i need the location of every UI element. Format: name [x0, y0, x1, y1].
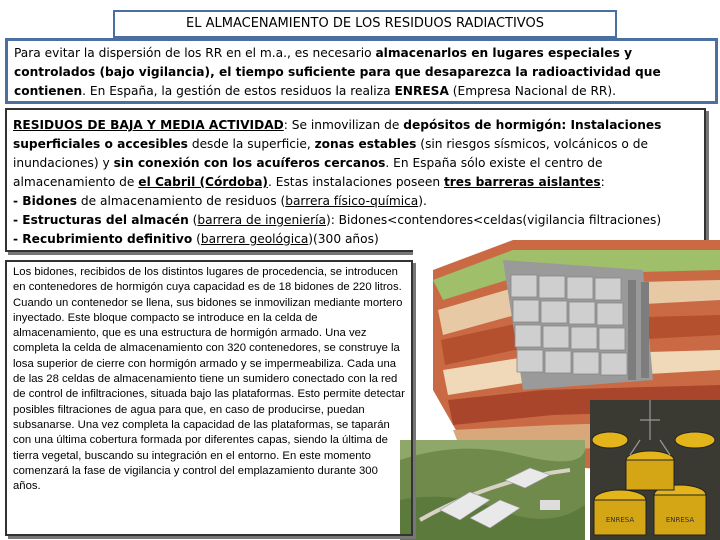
activity-text: (	[188, 213, 198, 227]
bidones-paragraph: Los bidones, recibidos de los distintos lugares de procedencia, se introducen en contenedores de hormigón cuya capacidad es de 18 bidones de 220 litros. Cuando un contenedor se llena, sus bidones se inmovilizan mediante mortero inyectado. Este bloque compacto se introduce en la celda de almacenamiento, que es una estructura de hormigón armado. Una vez completa la celda de almacenamiento con 320 contenedores, se construye la losa superior de cierre con hormigón armado y se impermeabiliza. Cada una de las 28 celdas de almacenamiento tiene un sumidero conectado con la red de control de infiltraciones, situada bajo las plataformas. Esto permite detectar posibles filtraciones de agua para que, en caso de producirse, puedan subsanarse. Una vez completa la capacidad de las plataformas, se taparán con una última cobertura formada por diferentes capas, siendo la última de tierra vegetal, buscando su integración en el entorno. En este momento comenzará la fase de vigilancia y control del emplazamiento durante 300 años.	[13, 266, 405, 493]
activity-text: de almacenamiento de residuos (	[77, 194, 286, 208]
activity-heading: RESIDUOS DE BAJA Y MEDIA ACTIVIDAD	[13, 118, 284, 132]
barrier-2-label: - Estructuras del almacén	[13, 213, 189, 227]
activity-bold: depósitos de hormigón: Instalaciones superficiales o accesibles	[13, 118, 662, 151]
intro-bold-1: almacenarlos en lugares especiales y controlados (bajo vigilancia), el tiempo suficiente para que desaparezca la radioactividad que contienen	[14, 46, 661, 98]
activity-text: )(300 años)	[308, 232, 379, 246]
activity-text: . En España sólo existe el centro de almacenamiento de	[13, 156, 603, 189]
facility-building	[540, 500, 560, 510]
barrier-1-type: barrera físico-química	[285, 194, 419, 208]
bidones-description	[5, 260, 413, 536]
drum-label: ENRESA	[665, 516, 695, 524]
activity-text: ): Bidones<contendores<celdas(vigilancia filtraciones)	[325, 213, 662, 227]
activity-text: : Se inmovilizan de	[283, 118, 404, 132]
activity-text: (	[192, 232, 201, 246]
intro-text-3: (Empresa Nacional de RR).	[448, 84, 617, 98]
waste-drums-photo	[590, 400, 720, 540]
intro-text-1: Para evitar la dispersión de los RR en el m.a., es necesario	[14, 46, 376, 60]
activity-bold: zonas estables	[314, 137, 417, 151]
activity-text: ).	[418, 194, 427, 208]
barrier-3-label: - Recubrimiento definitivo	[13, 232, 193, 246]
barrier-2-type: barrera de ingeniería	[197, 213, 326, 227]
three-barriers: tres barreras aislantes	[443, 175, 601, 189]
intro-bold-enresa: ENRESA	[394, 84, 449, 98]
activity-text: desde la superficie,	[187, 137, 315, 151]
activity-bold: sin conexión con los acuíferos cercanos	[113, 156, 386, 170]
low-medium-activity-box	[5, 108, 706, 252]
activity-text: (sin riesgos sísmicos, volcánicos o de inundaciones) y	[13, 137, 648, 170]
barrier-1-label: - Bidones	[13, 194, 78, 208]
drum-label: ENRESA	[605, 516, 635, 524]
barrier-3-type: barrera geológica	[200, 232, 309, 246]
el-cabril-aerial-photo	[400, 440, 585, 540]
activity-text: . Estas instalaciones poseen	[268, 175, 444, 189]
page-title: EL ALMACENAMIENTO DE LOS RESIDUOS RADIACTIVOS	[113, 10, 617, 38]
activity-text: :	[600, 175, 605, 189]
el-cabril-location: el Cabril (Córdoba)	[138, 175, 268, 189]
intro-paragraph	[5, 38, 718, 104]
intro-text-2: . En España, la gestión de estos residuos la realiza	[82, 84, 395, 98]
